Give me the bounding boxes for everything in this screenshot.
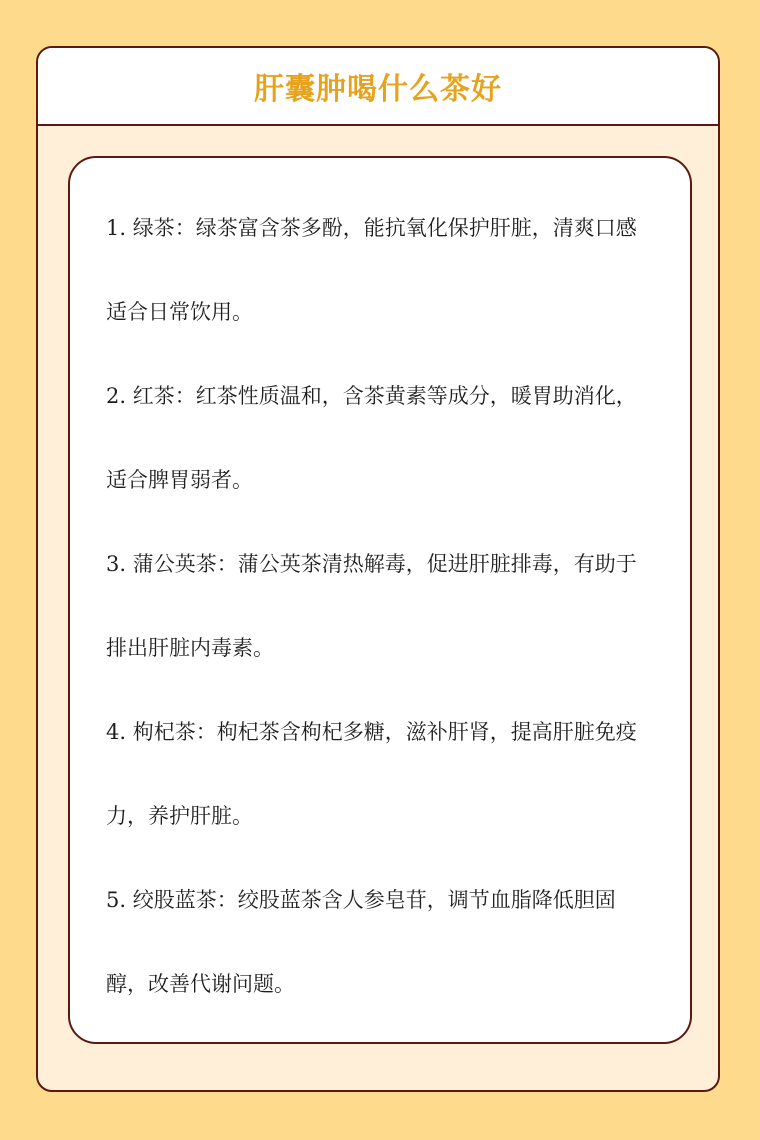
item-text: 绞股蓝茶：绞股蓝茶含人参皂苷，调节血脂降低胆固醇，改善代谢问题。 — [106, 888, 616, 996]
list-item — [106, 690, 656, 858]
item-number: 5. — [106, 888, 127, 912]
article-card — [36, 46, 720, 1092]
item-number: 4. — [106, 720, 127, 744]
item-text: 枸杞茶：枸杞茶含枸杞多糖，滋补肝肾，提高肝脏免疫力，养护肝脏。 — [106, 720, 637, 828]
item-text: 绿茶：绿茶富含茶多酚，能抗氧化保护肝脏，清爽口感适合日常饮用。 — [106, 216, 637, 324]
item-text: 蒲公英茶：蒲公英茶清热解毒，促进肝脏排毒，有助于排出肝脏内毒素。 — [106, 552, 637, 660]
list-item — [106, 354, 656, 522]
card-header — [38, 48, 718, 126]
item-number: 2. — [106, 384, 127, 408]
list-item — [106, 522, 656, 690]
item-text: 红茶：红茶性质温和，含茶黄素等成分，暖胃助消化，适合脾胃弱者。 — [106, 384, 637, 492]
content-box — [68, 156, 692, 1044]
list-item — [106, 858, 656, 1026]
page-title: 肝囊肿喝什么茶好 — [254, 72, 502, 107]
item-number: 3. — [106, 552, 127, 576]
item-number: 1. — [106, 216, 127, 240]
list-item — [106, 186, 656, 354]
